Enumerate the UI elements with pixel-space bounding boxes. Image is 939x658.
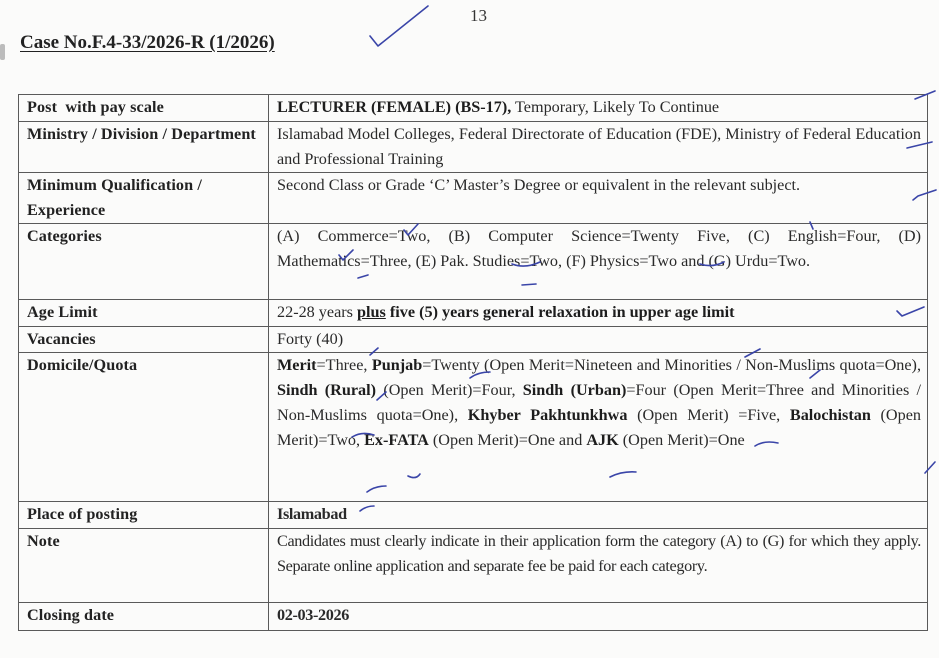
value-posting: Islamabad	[269, 502, 928, 529]
value-note: Candidates must clearly indicate in their application form the category (A) to (G) for which they apply. Separate online application and separate fee be paid for each category.	[269, 529, 928, 603]
quota-ajk: AJK	[586, 431, 619, 449]
scan-punch-hole	[0, 44, 5, 60]
value-post	[269, 95, 928, 122]
quota-balochistan: Balochistan	[789, 406, 871, 424]
value-domicile	[269, 353, 928, 502]
row-qualification	[19, 173, 928, 224]
label-note: Note	[19, 529, 269, 603]
value-age-limit	[269, 300, 928, 327]
post-title: LECTURER (FEMALE) (BS-17),	[277, 98, 512, 116]
row-age-limit	[19, 300, 928, 327]
label-closing-date: Closing date	[19, 603, 269, 631]
value-qualification: Second Class or Grade ‘C’ Master’s Degree or equivalent in the relevant subject.	[269, 173, 928, 224]
row-categories	[19, 224, 928, 300]
quota-ex-fata: Ex-FATA	[364, 431, 429, 449]
quota-merit-count: =Three,	[316, 356, 372, 374]
value-ministry: Islamabad Model Colleges, Federal Directorate of Education (FDE), Ministry of Federal Education and Professional Training	[269, 122, 928, 173]
row-domicile	[19, 353, 928, 502]
row-posting	[19, 502, 928, 529]
quota-sindh-urban-count: =Four (Open Merit=Three and Minorities / Non-Muslims quota=One),	[277, 381, 922, 424]
label-post: Post with pay scale	[19, 95, 269, 122]
quota-ex-fata-count: (Open Merit)=One and	[428, 431, 587, 449]
quota-sindh-rural-count: (Open Merit)=Four,	[376, 381, 523, 399]
quota-kpk-count: (Open Merit) =Five,	[627, 406, 790, 424]
quota-sindh-urban: Sindh (Urban)	[522, 381, 627, 399]
age-relaxation: five (5) years general relaxation in upper age limit	[385, 303, 735, 321]
value-closing-date: 02-03-2026	[269, 603, 928, 631]
row-note	[19, 529, 928, 603]
value-vacancies: Forty (40)	[269, 327, 928, 353]
label-domicile: Domicile/Quota	[19, 353, 269, 502]
job-details-table	[18, 94, 928, 631]
quota-kpk: Khyber Pakhtunkhwa	[467, 406, 628, 424]
label-posting: Place of posting	[19, 502, 269, 529]
row-vacancies	[19, 327, 928, 353]
label-vacancies: Vacancies	[19, 327, 269, 353]
age-plus: plus	[357, 303, 386, 321]
value-categories: (A) Commerce=Two, (B) Computer Science=Twenty Five, (C) English=Four, (D) Mathematics=Three, (E) Pak. Studies=Two, (F) Physics=Two and (G) Urdu=Two.	[269, 224, 928, 300]
checkmark-icon	[370, 6, 428, 46]
post-terms: Temporary, Likely To Continue	[511, 98, 720, 116]
row-closing-date	[19, 603, 928, 631]
case-number-heading: Case No.F.4-33/2026-R (1/2026)	[20, 32, 275, 53]
label-age-limit: Age Limit	[19, 300, 269, 327]
label-ministry: Ministry / Division / Department	[19, 122, 269, 173]
quota-ajk-count: (Open Merit)=One	[618, 431, 745, 449]
row-post	[19, 95, 928, 122]
label-categories: Categories	[19, 224, 269, 300]
row-ministry	[19, 122, 928, 173]
label-qualification: Minimum Qualification / Experience	[19, 173, 269, 224]
quota-sindh-rural: Sindh (Rural)	[277, 381, 377, 399]
quota-balochistan-count: (Open Merit)=Two,	[277, 406, 921, 449]
age-range: 22-28 years	[277, 303, 358, 321]
page-number: 13	[470, 6, 487, 25]
quota-merit: Merit	[277, 356, 317, 374]
quota-punjab: Punjab	[371, 356, 423, 374]
quota-punjab-count: =Twenty (Open Merit=Nineteen and Minorities / Non-Muslims quota=One),	[422, 356, 921, 374]
